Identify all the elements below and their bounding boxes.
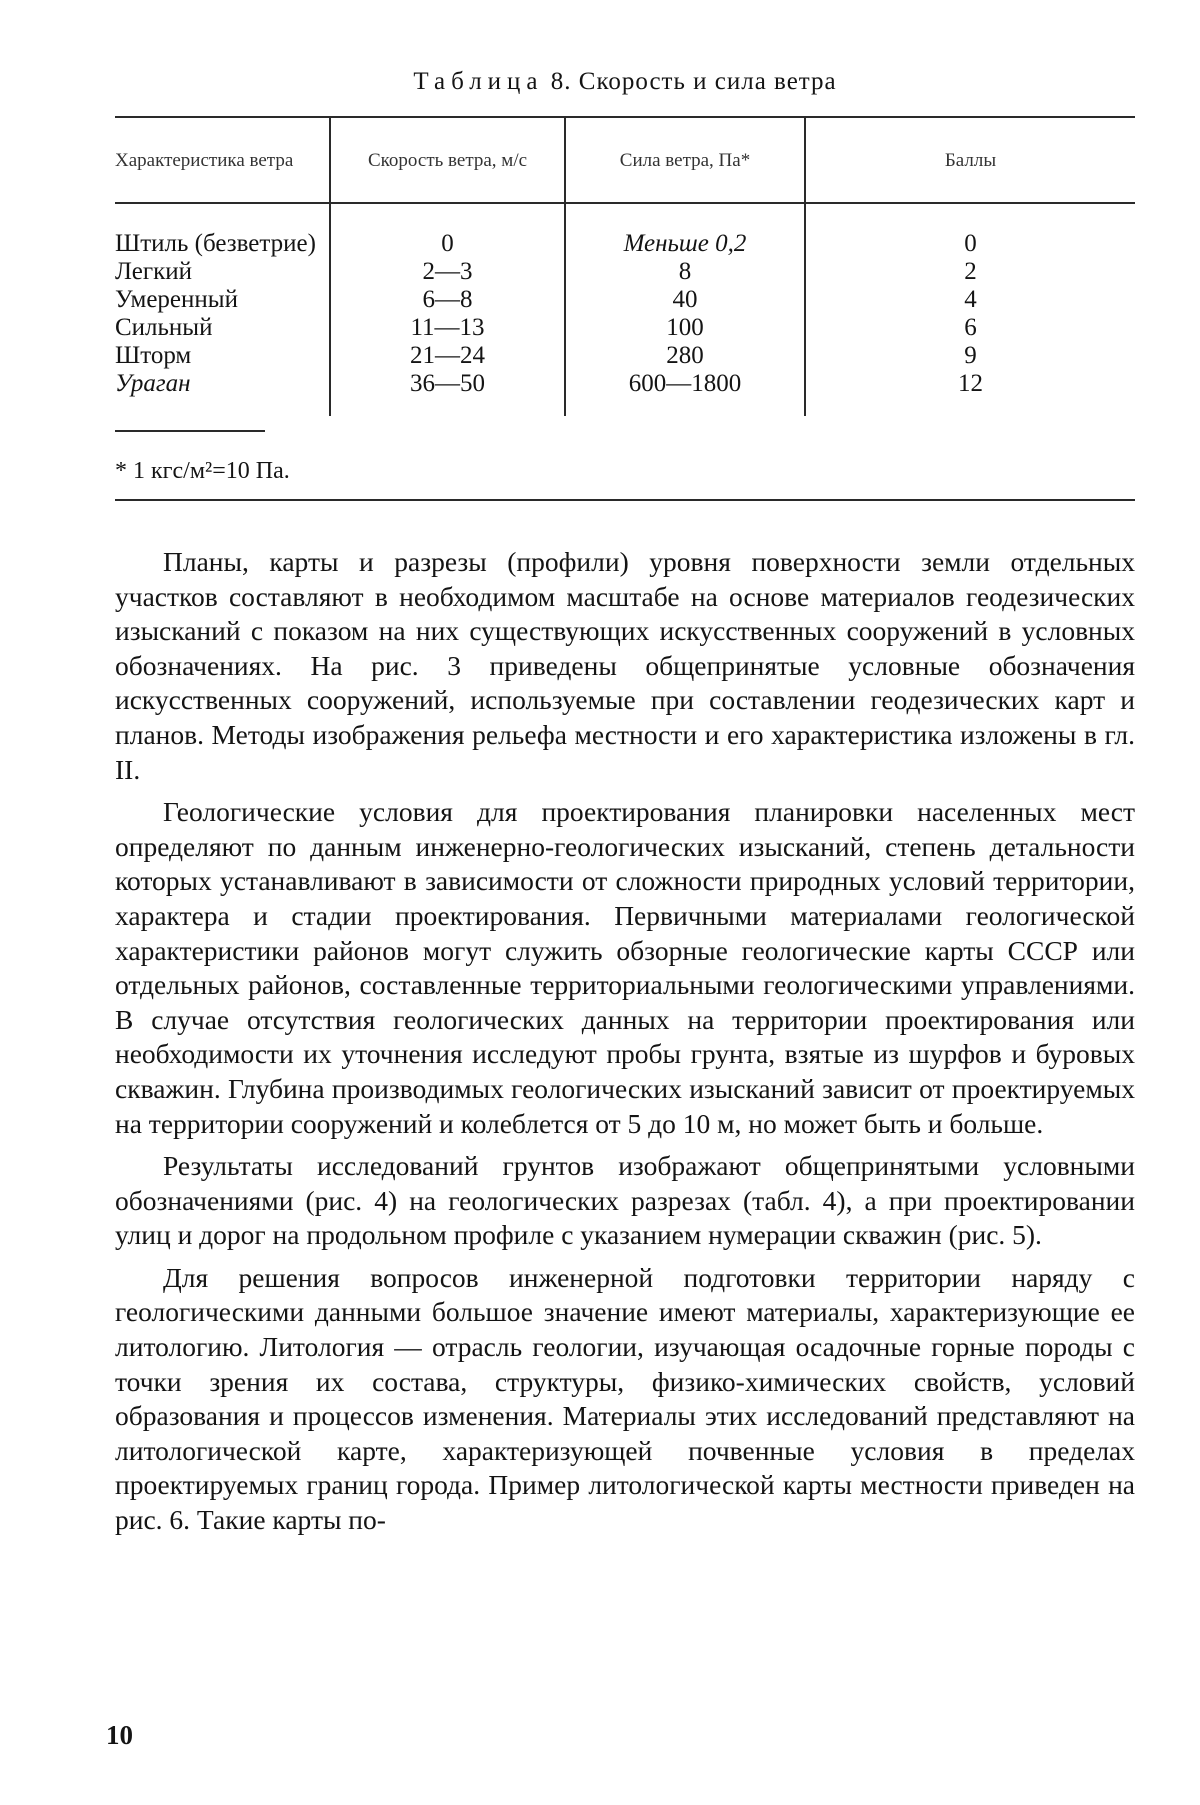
cell-speed: 0 [330,203,565,258]
cell-force: Меньше 0,2 [565,203,805,258]
table-row [115,370,1135,416]
cell-speed: 6—8 [330,286,565,314]
cell-speed: 21—24 [330,342,565,370]
header-points: Баллы [805,118,1135,203]
cell-force: 40 [565,286,805,314]
page-number: 10 [106,1720,133,1750]
paragraph: Результаты исследований грунтов изображают общепринятыми условными обозначениями (рис. 4) на геологических разрезах (табл. 4), а при проектировании улиц и дорог на продольном профиле с указанием нумерации скважин (рис. 5). [115,1150,1135,1251]
table-caption-title: 8. Скорость и сила ветра [550,68,837,95]
table-bottom-rule [115,499,1135,501]
paragraph: Для решения вопросов инженерной подготовки территории наряду с геологическими данными большое значение имеют материалы, характеризующие ее литологию. Литология — отрасль геологии, изучающая осадочные горные породы с точки зрения их состава, структуры, физико-химических свойств, условий образования и процессов изменения. Материалы этих исследований представляют на литологической карте, характеризующей почвенные условия в пределах проектируемых границ города. Пример литологической карты местности приведен на рис. 6. Такие карты по- [115,1261,1135,1536]
cell-speed: 36—50 [330,370,565,416]
table-header-row [115,118,1135,203]
cell-force: 600—1800 [565,370,805,416]
cell-characteristic: Штиль (безветрие) [115,230,316,257]
cell-points: 4 [805,286,1135,314]
cell-points: 9 [805,342,1135,370]
table-caption [115,68,1135,96]
table-row [115,258,1135,286]
cell-force: 280 [565,342,805,370]
page [115,68,1135,1538]
header-wind-characteristic: Характеристика ветра [115,118,330,203]
cell-speed: 11—13 [330,314,565,342]
table-row [115,286,1135,314]
body-text [115,545,1135,1538]
header-wind-force: Сила ветра, Па* [565,118,805,203]
cell-characteristic: Шторм [115,342,192,369]
paragraph: Геологические условия для проектирования планировки населенных мест определяют по данным инженерно-геологических изысканий, степень детальности которых устанавливают в зависимости от сложности природных условий территории, характера и стадии проектирования. Первичными материалами геологической характеристики районов могут служить обзорные геологические карты СССР или отдельных районов, составленные территориальными геологическими управлениями. В случае отсутствия геологических данных на территории проектирования или необходимости их уточнения исследуют пробы грунта, взятые из шурфов и буровых скважин. Глубина производимых геологических изысканий зависит от проектируемых на территории сооружений и колеблется от 5 до 10 м, но может быть и больше. [115,796,1135,1139]
cell-speed: 2—3 [330,258,565,286]
wind-table [115,118,1135,416]
cell-points: 6 [805,314,1135,342]
cell-points: 0 [805,203,1135,258]
table-caption-label: Таблица [413,68,544,95]
paragraph: Планы, карты и разрезы (профили) уровня поверхности земли отдельных участков составляют в необходимом масштабе на основе материалов геодезических изысканий с показом на них существующих искусственных сооружений в условных обозначениях. На рис. 3 приведены общепринятые условные обозначения искусственных сооружений, используемые при составлении геодезических карт и планов. Методы изображения рельефа местности и его характеристика изложены в гл. II. [115,546,1135,785]
cell-force: 100 [565,314,805,342]
cell-points: 2 [805,258,1135,286]
cell-characteristic: Легкий [115,258,193,285]
header-wind-speed: Скорость ветра, м/с [330,118,565,203]
table-row [115,314,1135,342]
table-footnote: * 1 кгс/м²=10 Па. [115,458,290,484]
cell-characteristic: Умеренный [115,286,238,313]
cell-force: 8 [565,258,805,286]
cell-characteristic: Ураган [115,370,191,397]
table-row [115,203,1135,258]
table-row [115,342,1135,370]
cell-points: 12 [805,370,1135,416]
cell-characteristic: Сильный [115,314,213,341]
footnote-separator [115,430,265,432]
